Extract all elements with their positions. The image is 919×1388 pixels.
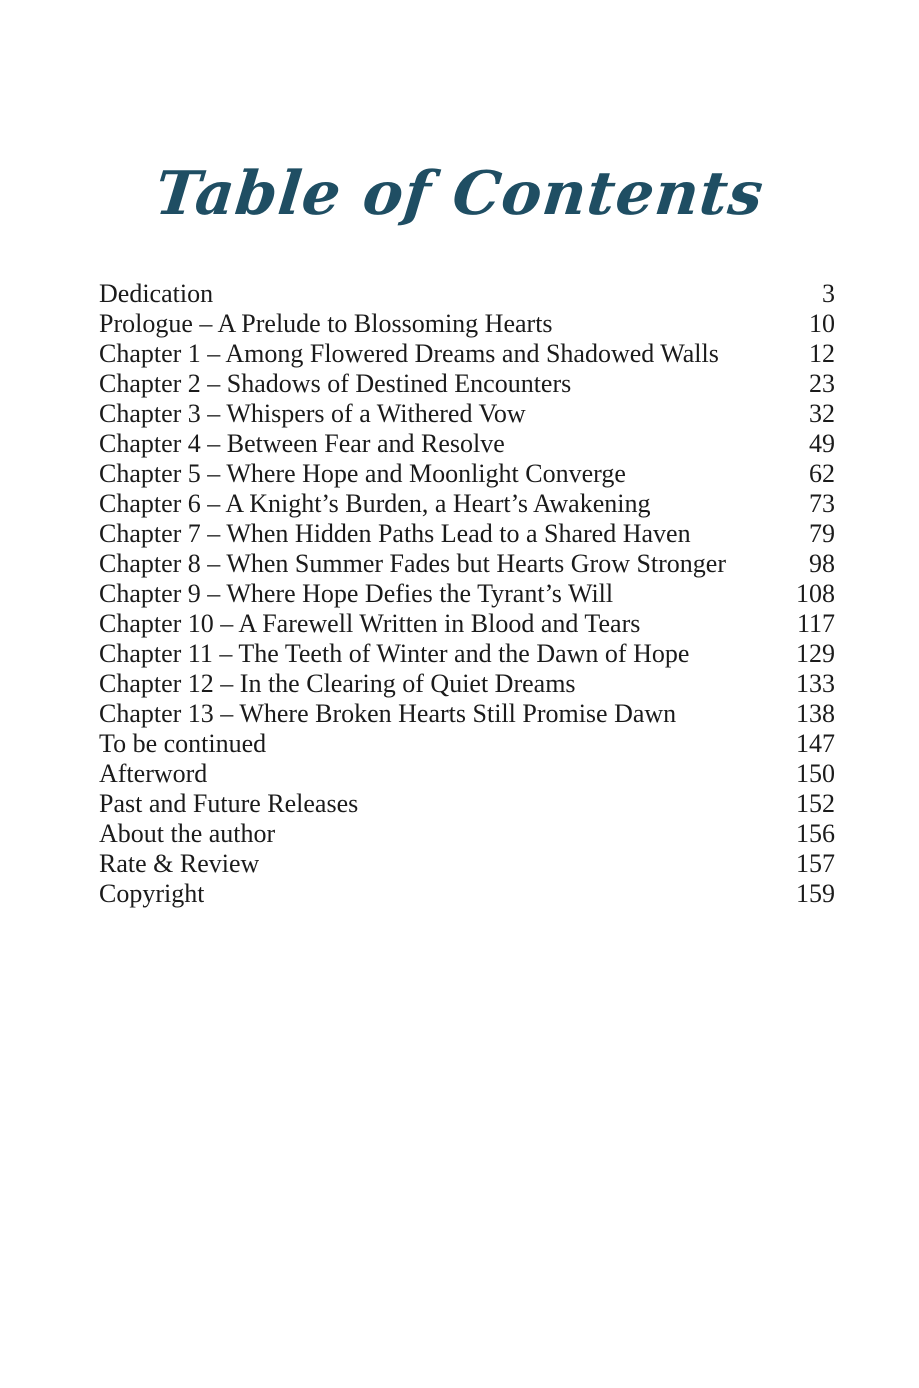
toc-entry-page: 108: [796, 579, 835, 608]
toc-entry-label: About the author: [99, 819, 276, 848]
toc-entry-label: Chapter 6 – A Knight’s Burden, a Heart’s Awakening: [99, 489, 651, 518]
toc-entry-label: Rate & Review: [99, 849, 260, 878]
toc-row[interactable]: [99, 549, 835, 579]
toc-entry-page: 73: [809, 489, 835, 518]
toc-row[interactable]: [99, 579, 835, 609]
toc-entry-page: 23: [809, 369, 835, 398]
toc-entry-label: Chapter 10 – A Farewell Written in Blood and Tears: [99, 609, 641, 638]
toc-list: [0, 279, 919, 909]
toc-entry-page: 133: [796, 669, 835, 698]
toc-row[interactable]: [99, 279, 835, 309]
toc-row[interactable]: [99, 519, 835, 549]
toc-row[interactable]: [99, 789, 835, 819]
toc-entry-label: Chapter 12 – In the Clearing of Quiet Dreams: [99, 669, 576, 698]
toc-row[interactable]: [99, 699, 835, 729]
toc-entry-label: Chapter 11 – The Teeth of Winter and the Dawn of Hope: [99, 639, 690, 668]
toc-row[interactable]: [99, 459, 835, 489]
toc-row[interactable]: [99, 759, 835, 789]
toc-entry-page: 79: [809, 519, 835, 548]
toc-entry-label: Chapter 1 – Among Flowered Dreams and Shadowed Walls: [99, 339, 719, 368]
toc-row[interactable]: [99, 879, 835, 909]
toc-entry-page: 32: [809, 399, 835, 428]
toc-entry-label: Chapter 2 – Shadows of Destined Encounters: [99, 369, 572, 398]
toc-entry-label: Copyright: [99, 879, 205, 908]
toc-entry-label: To be continued: [99, 729, 267, 758]
toc-row[interactable]: [99, 849, 835, 879]
toc-entry-label: Chapter 7 – When Hidden Paths Lead to a Shared Haven: [99, 519, 691, 548]
toc-row[interactable]: [99, 609, 835, 639]
toc-entry-page: 159: [796, 879, 835, 908]
toc-entry-page: 138: [796, 699, 835, 728]
toc-entry-label: Chapter 4 – Between Fear and Resolve: [99, 429, 505, 458]
toc-row[interactable]: [99, 429, 835, 459]
toc-row[interactable]: [99, 309, 835, 339]
toc-row[interactable]: [99, 369, 835, 399]
toc-entry-label: Chapter 9 – Where Hope Defies the Tyrant’s Will: [99, 579, 614, 608]
toc-row[interactable]: [99, 819, 835, 849]
toc-entry-label: Dedication: [99, 279, 214, 308]
toc-entry-page: 152: [796, 789, 835, 818]
toc-entry-page: 62: [809, 459, 835, 488]
toc-entry-page: 49: [809, 429, 835, 458]
toc-entry-page: 157: [796, 849, 835, 878]
toc-entry-label: Chapter 3 – Whispers of a Withered Vow: [99, 399, 526, 428]
toc-entry-page: 129: [796, 639, 835, 668]
toc-row[interactable]: [99, 399, 835, 429]
toc-entry-label: Past and Future Releases: [99, 789, 359, 818]
toc-entry-label: Chapter 8 – When Summer Fades but Hearts Grow Stronger: [99, 549, 727, 578]
page-title: Table of Contents: [152, 159, 768, 229]
toc-entry-page: 150: [796, 759, 835, 788]
toc-row[interactable]: [99, 729, 835, 759]
toc-entry-page: 98: [809, 549, 835, 578]
toc-entry-page: 3: [822, 279, 835, 308]
toc-entry-label: Afterword: [99, 759, 208, 788]
toc-entry-page: 10: [809, 309, 835, 338]
toc-row[interactable]: [99, 339, 835, 369]
toc-row[interactable]: [99, 639, 835, 669]
toc-entry-page: 156: [796, 819, 835, 848]
toc-entry-label: Chapter 13 – Where Broken Hearts Still Promise Dawn: [99, 699, 677, 728]
toc-entry-page: 147: [796, 729, 835, 758]
toc-row[interactable]: [99, 489, 835, 519]
toc-row[interactable]: [99, 669, 835, 699]
toc-entry-label: Prologue – A Prelude to Blossoming Hearts: [99, 309, 553, 338]
toc-entry-label: Chapter 5 – Where Hope and Moonlight Converge: [99, 459, 626, 488]
toc-entry-page: 12: [809, 339, 835, 368]
toc-entry-page: 117: [796, 609, 835, 638]
